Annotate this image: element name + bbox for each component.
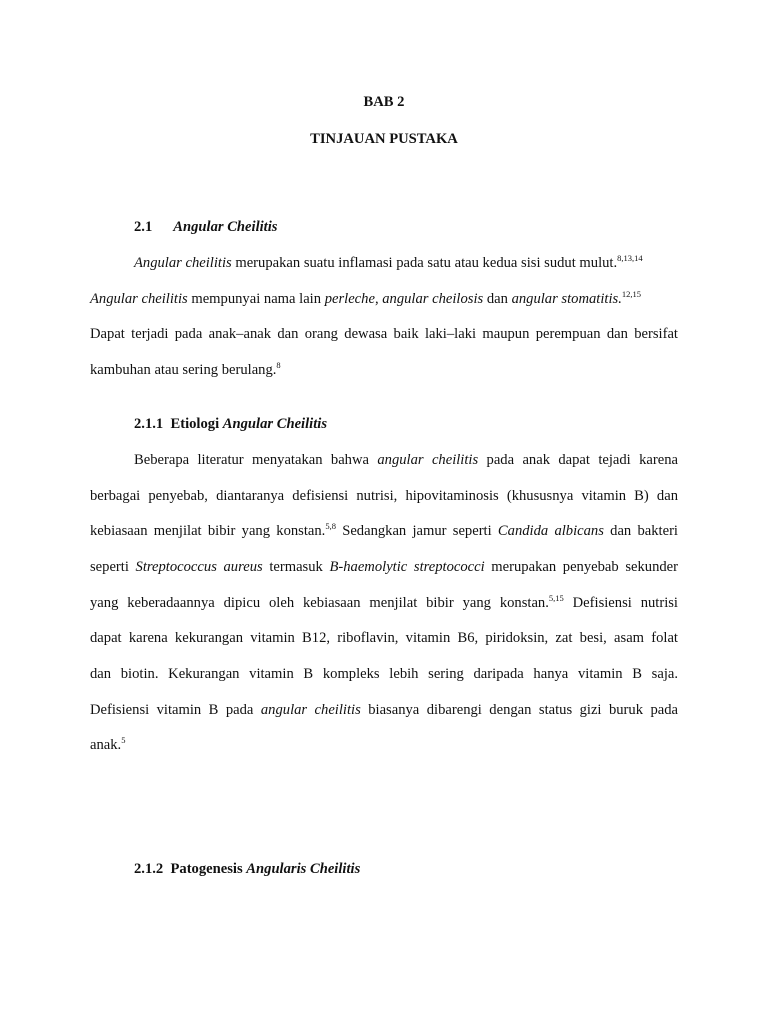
paragraph-line: kebiasaan menjilat bibir yang konstan.$^{5,8}$ Sedangkan jamur seperti Candida albicans dan bakteri <box>90 521 678 539</box>
paragraph-line: Beberapa literatur menyatakan bahwa angular cheilitis pada anak dapat tejadi karena <box>134 452 678 468</box>
section-2-1-heading <box>134 219 277 236</box>
paragraph-line: yang keberadaannya dipicu oleh kebiasaan menjilat bibir yang konstan.$^{5,15}$ Defisiensi nutrisi <box>90 593 678 611</box>
section-title: Angular Cheilitis <box>173 219 278 235</box>
paragraph-line: seperti Streptococcus aureus termasuk B-haemolytic streptococci merupakan penyebab sekunder <box>90 559 678 575</box>
paragraph-line: Angular cheilitis merupakan suatu inflamasi pada satu atau kedua sisi sudut mulut.$^{8,13,14}$ <box>134 253 643 271</box>
section-2-1-2-heading: 2.1.2 Patogenesis Angularis Cheilitis <box>134 861 361 877</box>
paragraph-line: Dapat terjadi pada anak–anak dan orang dewasa baik laki–laki maupun perempuan dan bersifat <box>90 326 678 342</box>
chapter-number: BAB 2 <box>363 94 405 110</box>
section-2-1-1-heading: 2.1.1 Etiologi Angular Cheilitis <box>134 416 328 432</box>
paragraph-line: kambuhan atau sering berulang.$^8$ <box>90 360 281 378</box>
paragraph-line: anak.$^5$ <box>90 735 126 753</box>
section-number: 2.1 <box>134 219 153 235</box>
paragraph-line: Angular cheilitis mempunyai nama lain perleche, angular cheilosis dan angular stomatitis.$^{12,15}$ <box>90 289 641 307</box>
paragraph-line: Defisiensi vitamin B pada angular cheilitis biasanya dibarengi dengan status gizi buruk pada <box>90 702 678 718</box>
paragraph-line: dan biotin. Kekurangan vitamin B kompleks lebih sering daripada hanya vitamin B saja. <box>90 666 678 682</box>
chapter-title: TINJAUAN PUSTAKA <box>310 131 458 147</box>
paragraph-line: berbagai penyebab, diantaranya defisiensi nutrisi, hipovitaminosis (khususnya vitamin B) dan <box>90 488 678 504</box>
paragraph-line: dapat karena kekurangan vitamin B12, riboflavin, vitamin B6, piridoksin, zat besi, asam folat <box>90 630 678 646</box>
